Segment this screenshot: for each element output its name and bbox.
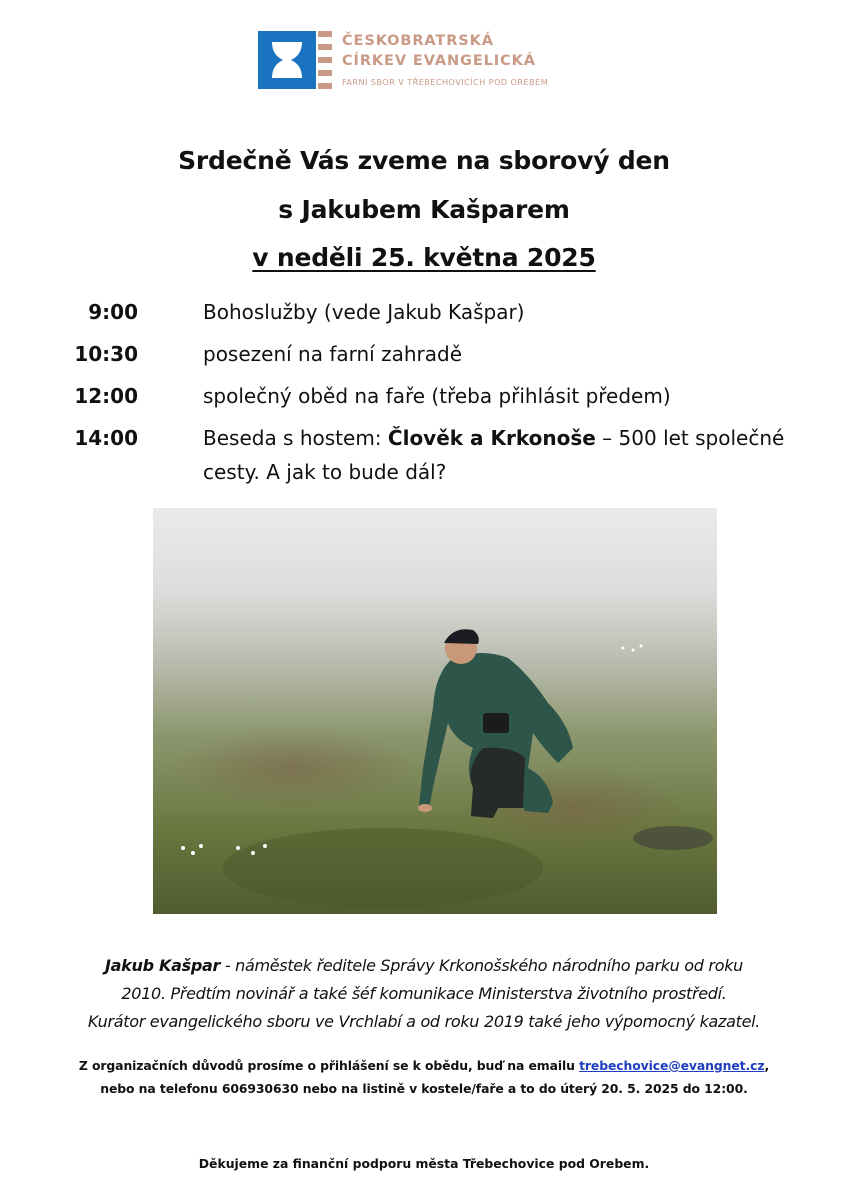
program-item: posezení na farní zahradě xyxy=(203,342,463,366)
note-line: nebo na telefonu 606930630 nebo na listině v kostele/faře a to do úterý 20. 5. 2025 do 12:00. xyxy=(100,1081,748,1096)
note-text: Z organizačních důvodů prosíme o přihlášení se k obědu, buď na emailu xyxy=(78,1058,580,1073)
program-time: 9:00 xyxy=(88,300,138,324)
program-time: 14:00 xyxy=(74,426,138,450)
bio-line: 2010. Předtím novinář a také šéf komunikace Ministerstva životního prostředí. xyxy=(121,984,727,1003)
logo-line-2: CÍRKEV EVANGELICKÁ xyxy=(342,53,536,69)
program-item-text: – 500 let společné xyxy=(595,426,785,450)
logo-line-1: ČESKOBRATRSKÁ xyxy=(342,33,494,49)
note-text: , xyxy=(764,1058,770,1073)
bio-text: - náměstek ředitele Správy Krkonošského národního parku od roku xyxy=(220,956,743,975)
guest-bio xyxy=(30,952,818,1036)
program-time: 10:30 xyxy=(74,342,138,366)
logo-line-3: FARNÍ SBOR V TŘEBECHOVICÍCH POD OREBEM xyxy=(342,77,549,87)
bio-line xyxy=(30,952,818,980)
thanks-line: Děkujeme za finanční podporu města Třebechovice pod Orebem. xyxy=(198,1156,650,1171)
lecture-title: Člověk a Krkonoše xyxy=(387,426,596,450)
invitation-date-text: v neděli 25. května 2025 xyxy=(252,243,596,272)
chalice-cross-logo-icon xyxy=(258,31,316,89)
note-line xyxy=(20,1054,828,1077)
program-time: 12:00 xyxy=(74,384,138,408)
email-link[interactable]: trebechovice@evangnet.cz xyxy=(579,1058,765,1073)
program-item-text: cesty. A jak to bude dál? xyxy=(203,460,447,484)
invitation-title: Srdečně Vás zveme na sborový den xyxy=(178,146,670,175)
program-item-text: Beseda s hostem: xyxy=(203,426,388,450)
photo-man-kneeling-in-fog xyxy=(153,508,717,914)
logo-bars-icon xyxy=(318,31,332,89)
bio-name: Jakub Kašpar xyxy=(105,956,221,975)
registration-note xyxy=(20,1054,828,1100)
program-item: společný oběd na faře (třeba přihlásit předem) xyxy=(203,384,671,408)
program-item xyxy=(203,421,823,489)
invitation-guest: s Jakubem Kašparem xyxy=(278,195,570,224)
program-item: Bohoslužby (vede Jakub Kašpar) xyxy=(203,300,525,324)
bio-line: Kurátor evangelického sboru ve Vrchlabí a od roku 2019 také jeho výpomocný kazatel. xyxy=(87,1012,761,1031)
invitation-date xyxy=(0,245,848,271)
